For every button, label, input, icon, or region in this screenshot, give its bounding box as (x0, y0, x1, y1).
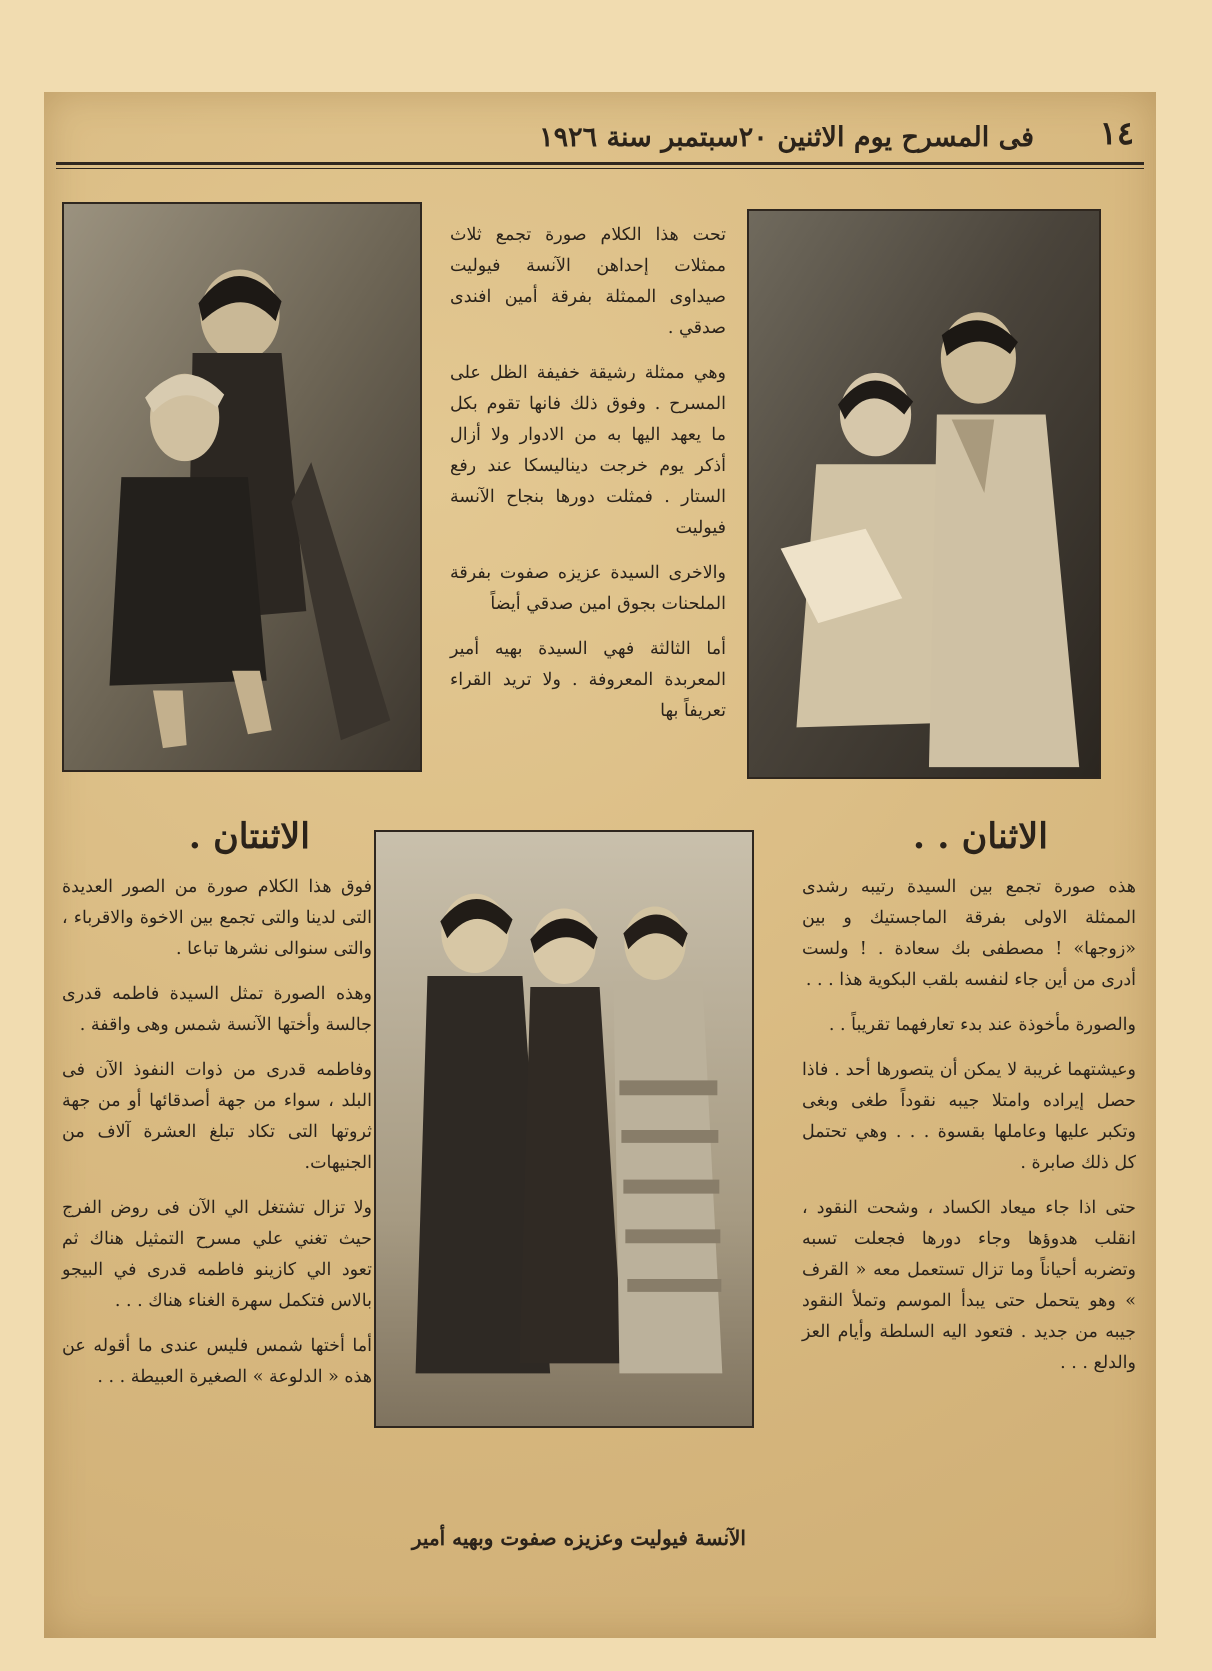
right-article-text (802, 872, 1136, 1393)
left-article-paragraph-5: أما أختها شمس فليس عندى ما أقوله عن هذه « الدلوعة » الصغيرة العبيطة . . . (62, 1336, 372, 1387)
photo-seated-and-standing-women (62, 202, 422, 772)
right-article-paragraph-3: وعيشتهما غريبة لا يمكن أن يتصورها أحد . فاذا حصل إيراده وامتلا جيبه نقوداً طغى وبغى وتكبر عليها وعاملها بقسوة . . . وهي تحتمل كل ذلك صابرة . (802, 1060, 1136, 1173)
right-article-paragraph-1: هذه صورة تجمع بين السيدة رتيبه رشدى الممثلة الاولى بفرقة الماجستيك و بين «زوجها» ! مصطفى بك سعادة . ! ولست أدرى من أين جاء لنفسه بلقب البكوية هذا . . . (802, 877, 1136, 990)
right-article-paragraph-2: والصورة مأخوذة عند بدء تعارفهما تقريباً . . (828, 1015, 1136, 1035)
header-divider (56, 162, 1144, 169)
left-article-paragraph-4: ولا تزال تشتغل الي الآن فى روض الفرج حيث تغني علي مسرح التمثيل هناك ثم تعود الي كازينو فاطمه قدرى في البيجو بالاس فتكمل سهرة الغناء هناك . . . (62, 1198, 372, 1311)
top-center-paragraph-4: أما الثالثة فهي السيدة بهيه أمير المعربدة المعروفة . ولا تريد القراء تعريفاً بها (450, 639, 726, 721)
magazine-page-scan (44, 92, 1156, 1638)
right-article-heading: الاثنان . . (912, 816, 1048, 857)
left-article-paragraph-3: وفاطمه قدرى من ذوات النفوذ الآن فى البلد ، سواء من جهة أصدقائها أو من جهة ثروتها التى تكاد تبلغ العشرة آلاف من الجنيهات. (62, 1060, 372, 1173)
photo-three-actresses-image (376, 832, 752, 1426)
top-center-paragraph-2: وهي ممثلة رشيقة خفيفة الظل على المسرح . وفوق ذلك فانها تقوم بكل ما يعهد اليها به من الادوار ولا أزال أذكر يوم خرجت ديناليسكا عند رفع الستار . فمثلت دورها بنجاح الآنسة فيوليت (450, 363, 726, 538)
photo-couple-reading (747, 209, 1101, 779)
page-number: ١٤ (1099, 114, 1134, 152)
page-header-title: فی المسرح يوم الاثنين ٢٠سبتمبر سنة ١٩٢٦ (539, 122, 1034, 153)
top-center-paragraph-1: تحت هذا الكلام صورة تجمع ثلاث ممثلات إحداهن الآنسة فيوليت صيداوى الممثلة بفرقة أمين افندى صدقي . (450, 225, 726, 338)
left-article-text (62, 872, 372, 1407)
photo-three-actresses (374, 830, 754, 1428)
left-article-paragraph-1: فوق هذا الكلام صورة من الصور العديدة التى لدينا والتى تجمع بين الاخوة والاقرباء ، والتى سنوالى نشرها تباعا . (62, 877, 372, 959)
right-article-paragraph-4: حتى اذا جاء ميعاد الكساد ، وشحت النقود ، انقلب هدوؤها وجاء دورها فجعلت تسبه وتضربه أحياناً وما تزال تستعمل معه « القرف » وهو يتحمل حتى يبدأ الموسم وتملأ النقود جيبه من جديد . فتعود اليه السلطة وأيام العز والدلع . . . (802, 1198, 1136, 1373)
bottom-photo-caption: الآنسة فيوليت وعزيزه صفوت وبهيه أمير (411, 1526, 746, 1550)
photo-seated-and-standing-women-image (64, 204, 420, 770)
left-article-paragraph-2: وهذه الصورة تمثل السيدة فاطمه قدرى جالسة وأختها الآنسة شمس وهى واقفة . (62, 984, 372, 1035)
photo-couple-reading-image (749, 211, 1099, 777)
top-center-text (450, 220, 726, 741)
left-article-heading: الاثنتان . (188, 816, 310, 857)
top-center-paragraph-3: والاخرى السيدة عزيزه صفوت بفرقة الملحنات بجوق امين صدقي أيضاً (450, 563, 726, 614)
